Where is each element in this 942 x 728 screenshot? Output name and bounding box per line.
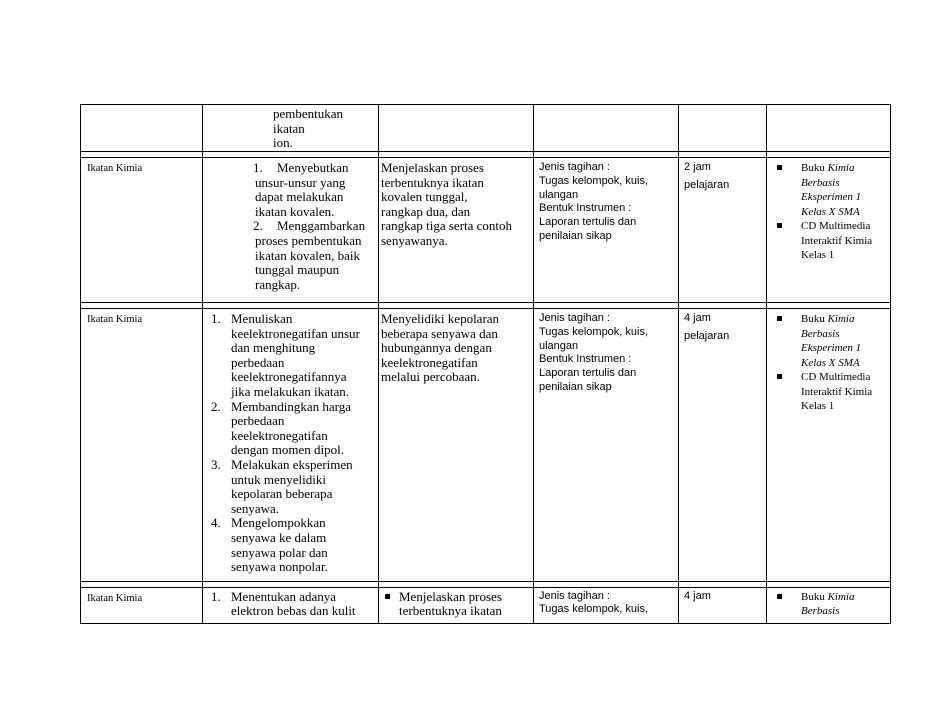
indicator-text: pembentukan ikatan <box>273 106 344 136</box>
indicator-item <box>205 400 376 458</box>
indicator-line: senyawa ke dalam <box>231 529 327 545</box>
topic-text: Ikatan Kimia <box>87 592 143 604</box>
indicator-line: keelektronegatifannya <box>231 369 347 385</box>
indicator-line: Menyebutkan <box>277 160 349 175</box>
activity-cell <box>379 309 534 582</box>
bullet-icon <box>381 590 399 619</box>
assessment-line: ulangan <box>539 188 579 201</box>
indicator-line: Menuliskan <box>231 311 293 326</box>
indicator-line: tunggal maupun <box>255 262 340 278</box>
indicator-number: 1. <box>211 588 221 604</box>
resource-item <box>773 590 888 619</box>
activity-line: kovalen tunggal, <box>381 189 468 205</box>
resource-item <box>773 161 888 219</box>
indicator-item <box>205 590 376 619</box>
activity-item <box>381 590 531 619</box>
syllabus-page <box>80 104 890 624</box>
indicator-line: proses pembentukan <box>255 232 362 248</box>
activity-line: beberapa senyawa dan <box>381 325 498 341</box>
indicator-line: untuk menyelidiki <box>231 471 326 487</box>
bullet-icon <box>773 161 801 219</box>
indicator-item <box>205 312 376 400</box>
indicator-cell <box>203 309 379 582</box>
indicator-number: 3. <box>211 456 221 472</box>
indicator-line: Menggambarkan <box>277 218 366 234</box>
resource-cell <box>767 105 891 152</box>
bullet-icon <box>773 370 801 414</box>
indicator-line: dapat melakukan <box>255 189 344 205</box>
activity-cell <box>379 105 534 152</box>
assessment-line: penilaian sikap <box>539 380 612 393</box>
activity-cell <box>379 158 534 303</box>
time-cell <box>679 587 767 623</box>
table-row <box>81 309 891 582</box>
indicator-number: 2. <box>253 218 263 234</box>
resource-item <box>773 312 888 370</box>
assessment-line: Tugas kelompok, kuis, <box>539 325 649 338</box>
topic-text: Ikatan Kimia <box>87 314 143 325</box>
indicator-line: jika melakukan ikatan. <box>231 383 350 399</box>
assessment-cell <box>534 309 679 582</box>
table-row <box>81 105 891 152</box>
time-value: 4 jam <box>684 312 711 324</box>
assessment-cell <box>534 587 679 623</box>
indicator-line: dengan momen dipol. <box>231 442 345 458</box>
bullet-icon <box>773 219 801 263</box>
syllabus-table <box>80 104 891 624</box>
activity-line: keelektronegatifan <box>381 354 478 370</box>
assessment-line: Jenis tagihan : <box>539 589 610 602</box>
resource-text: Buku Kimia Berbasis <box>801 590 855 618</box>
resource-text: Buku Kimia Berbasis Eksperimen 1 Kelas X SMA <box>801 313 862 369</box>
indicator-line: ikatan kovalen. <box>255 203 335 219</box>
activity-line: Menyelidiki kepolaran <box>381 311 500 326</box>
activity-line: rangkap tiga serta contoh <box>381 218 513 234</box>
time-unit: pelajaran <box>684 329 730 342</box>
assessment-line: Bentuk Instrumen : <box>539 202 632 215</box>
indicator-line: rangkap. <box>255 276 301 292</box>
indicator-item <box>205 458 376 516</box>
assessment-line: Laporan tertulis dan <box>539 216 637 229</box>
indicator-number: 1. <box>211 311 221 326</box>
resource-item <box>773 219 888 263</box>
indicator-cell <box>203 587 379 623</box>
topic-cell <box>81 587 203 623</box>
bullet-icon <box>773 312 801 370</box>
topic-cell <box>81 105 203 152</box>
topic-text: Ikatan Kimia <box>87 163 143 174</box>
resource-text: Buku Kimia Berbasis Eksperimen 1 Kelas X SMA <box>801 162 862 218</box>
indicator-number: 2. <box>211 398 221 414</box>
indicator-item <box>205 516 376 574</box>
table-row <box>81 587 891 623</box>
assessment-line: Tugas kelompok, kuis, <box>539 174 649 187</box>
indicator-line: kepolaran beberapa <box>231 486 333 502</box>
assessment-line: Bentuk Instrumen : <box>539 353 632 366</box>
resource-text: CD Multimedia Interaktif Kimia Kelas 1 <box>801 371 873 412</box>
assessment-line: Jenis tagihan : <box>539 161 610 173</box>
indicator-line: senyawa nonpolar. <box>231 559 328 575</box>
time-value: 2 jam <box>684 161 711 173</box>
time-unit: pelajaran <box>684 178 730 191</box>
indicator-cell <box>203 105 379 152</box>
time-cell <box>679 105 767 152</box>
indicator-item <box>205 219 376 234</box>
indicator-line: Menentukan adanya <box>231 588 337 604</box>
indicator-line: Mengelompokkan <box>231 515 326 531</box>
indicator-line: perbedaan <box>231 354 285 370</box>
activity-line: terbentuknya ikatan <box>399 603 502 619</box>
indicator-line: keelektronegatifan unsur <box>231 325 360 341</box>
bullet-icon <box>773 590 801 619</box>
indicator-line: Melakukan eksperimen <box>231 456 353 472</box>
indicator-number: 4. <box>211 515 221 531</box>
indicator-text: ion. <box>273 135 293 151</box>
assessment-line: Jenis tagihan : <box>539 312 610 324</box>
indicator-line: senyawa. <box>231 500 280 516</box>
activity-cell <box>379 587 534 623</box>
assessment-cell <box>534 158 679 303</box>
resource-text: CD Multimedia Interaktif Kimia Kelas 1 <box>801 220 873 261</box>
resource-cell <box>767 309 891 582</box>
assessment-cell <box>534 105 679 152</box>
indicator-line: Membandingkan harga <box>231 398 351 414</box>
assessment-line: Tugas kelompok, kuis, <box>539 603 649 616</box>
topic-cell <box>81 158 203 303</box>
indicator-number: 1. <box>253 160 263 175</box>
activity-line: Menjelaskan proses <box>399 588 502 604</box>
activity-line: senyawanya. <box>381 232 448 248</box>
indicator-line: keelektronegatifan <box>231 427 328 443</box>
indicator-line: ikatan kovalen, baik <box>255 247 361 263</box>
table-row <box>81 158 891 303</box>
topic-cell <box>81 309 203 582</box>
activity-line: Menjelaskan proses <box>381 160 484 175</box>
resource-cell <box>767 587 891 623</box>
indicator-line: senyawa polar dan <box>231 544 328 560</box>
resource-cell <box>767 158 891 303</box>
time-cell <box>679 158 767 303</box>
time-value: 4 jam <box>684 589 711 602</box>
assessment-line: ulangan <box>539 339 579 352</box>
assessment-line: penilaian sikap <box>539 229 612 242</box>
indicator-line: unsur-unsur yang <box>255 174 346 190</box>
activity-line: hubungannya dengan <box>381 340 492 356</box>
indicator-line: elektron bebas dan kulit <box>231 603 356 619</box>
indicator-cell <box>203 158 379 303</box>
indicator-item <box>205 161 376 176</box>
assessment-line: Laporan tertulis dan <box>539 367 637 380</box>
activity-line: melalui percobaan. <box>381 369 480 385</box>
activity-line: terbentuknya ikatan <box>381 174 484 190</box>
indicator-line: dan menghitung <box>231 340 316 356</box>
indicator-line: perbedaan <box>231 413 285 429</box>
activity-line: rangkap dua, dan <box>381 203 471 219</box>
resource-item <box>773 370 888 414</box>
time-cell <box>679 309 767 582</box>
